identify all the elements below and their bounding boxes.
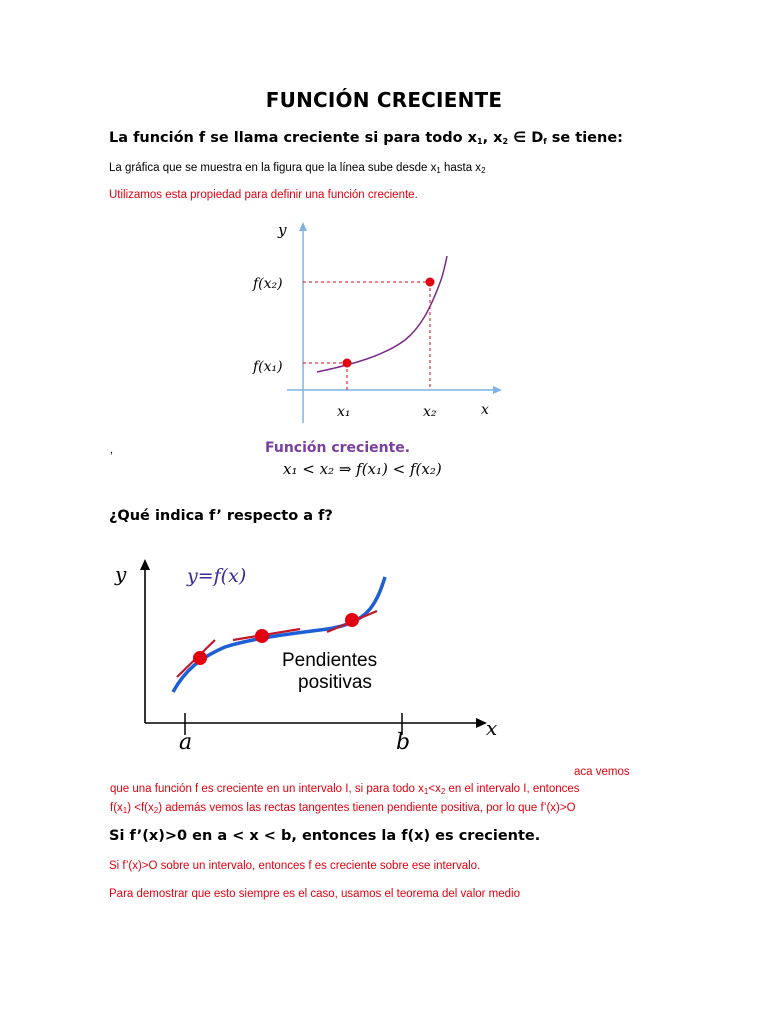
graph1-curve [317, 256, 447, 372]
subscript: 1 [122, 806, 128, 815]
definition-heading-text: ∈ D [508, 130, 544, 146]
caption-formula: x₁ < x₂ ⇒ f(x₁) < f(x₂) [283, 460, 442, 478]
graph1-y-label: y [278, 221, 287, 239]
graph-description [109, 162, 486, 175]
subscript: 2 [502, 137, 509, 146]
point-x1 [343, 359, 352, 368]
para-text: <x [428, 783, 441, 795]
increasing-function-graph [245, 218, 510, 428]
tangent-point-1 [193, 651, 207, 665]
para-text: que una función f es creciente en un intervalo I, si para todo x [110, 783, 424, 795]
graph1-x2-label: x₂ [423, 404, 437, 420]
subscript: 1 [477, 137, 483, 146]
graph1-fx1-label: f(x₁) [253, 359, 283, 375]
annotation-line-1: Pendientes [282, 650, 378, 671]
para1-line3 [110, 802, 576, 815]
function-label: y=f(x) [187, 565, 247, 587]
subscript: 2 [440, 787, 446, 796]
para-text: ) además vemos las rectas tangentes tienen pendiente positiva, por lo que f’(x)>O [158, 802, 576, 814]
para-text: f(x [110, 802, 123, 814]
subscript: f [543, 137, 547, 146]
graph1-axes [287, 222, 502, 423]
label-b: b [396, 730, 411, 755]
para-text: en el intervalo I, entonces [445, 783, 580, 795]
subscript: 1 [423, 787, 429, 796]
para-text: ) <f(x [127, 802, 154, 814]
graph1-x1-label: x₁ [337, 404, 351, 420]
positive-slopes-graph [105, 555, 510, 755]
theorem-note: Para demostrar que esto siempre es el caso, usamos el teorema del valor medio [109, 888, 521, 900]
para1-line2 [110, 783, 580, 796]
tangent-point-2 [255, 629, 269, 643]
derivative-question: ¿Qué indica f’ respecto a f? [109, 508, 333, 524]
page-title: FUNCIÓN CRECIENTE [265, 88, 503, 112]
tangent-point-3 [345, 613, 359, 627]
annotation-line-2: positivas [298, 672, 372, 693]
para1-start: aca vemos [574, 766, 630, 778]
graph2-x-label: x [486, 716, 498, 740]
point-x2 [426, 278, 435, 287]
definition-heading-text: La función f se llama creciente si para todo x [109, 130, 478, 146]
graph1-x-label: x [481, 402, 489, 418]
graph1-fx2-label: f(x₂) [253, 276, 283, 292]
subscript: 1 [436, 166, 441, 175]
graph1-y-arrow [299, 222, 307, 231]
graph2-y-label: y [115, 562, 127, 586]
subscript: 2 [481, 166, 486, 175]
property-note: Utilizamos esta propiedad para definir una función creciente. [109, 189, 418, 201]
description-text: hasta x [440, 162, 482, 174]
definition-heading-text: , x [482, 130, 503, 146]
caption-title: Función creciente. [265, 440, 411, 456]
definition-heading-text: se tiene: [546, 130, 623, 146]
definition-heading [109, 130, 623, 146]
label-a: a [179, 730, 193, 755]
description-text: La gráfica que se muestra en la figura que la línea sube desde x [109, 162, 437, 174]
stray-mark: , [110, 444, 114, 456]
subscript: 2 [153, 806, 159, 815]
graph1-x-arrow [493, 386, 502, 394]
criterion-heading: Si f’(x)>0 en a < x < b, entonces la f(x) es creciente. [109, 828, 541, 844]
criterion-note: Si f’(x)>O sobre un intervalo, entonces f es creciente sobre ese intervalo. [109, 860, 481, 872]
graph2-y-arrow [140, 559, 150, 570]
